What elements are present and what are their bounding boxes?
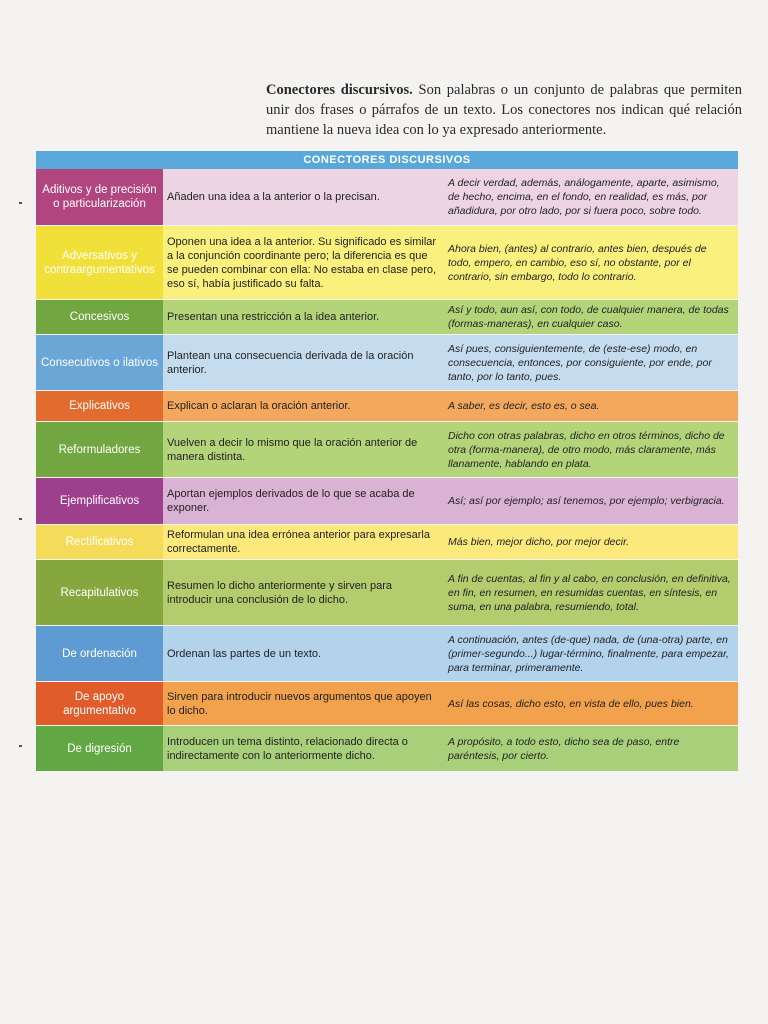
row-examples: A decir verdad, además, análogamente, aparte, asimismo, de hecho, encima, en el fondo, en realidad, es más, por añadidura, por otro lado, por si fuera poco, sobre todo. — [442, 169, 738, 225]
table-row — [36, 226, 738, 300]
connectors-table — [36, 151, 738, 772]
intro-paragraph — [266, 80, 742, 140]
table-row — [36, 300, 738, 335]
row-examples: Así las cosas, dicho esto, en vista de ello, pues bien. — [442, 682, 738, 725]
table-row — [36, 525, 738, 560]
row-description: Añaden una idea a la anterior o la precisan. — [163, 169, 442, 225]
row-examples: Dicho con otras palabras, dicho en otros términos, dicho de otra (forma-manera), de otro modo, más claramente, más llanamente, hablando en plata. — [442, 422, 738, 477]
row-category: Rectificativos — [36, 525, 163, 559]
row-examples: Ahora bien, (antes) al contrario, antes bien, después de todo, empero, en cambio, eso sí, no obstante, por el contrario, sin embargo, todo lo contrario. — [442, 226, 738, 299]
row-description: Ordenan las partes de un texto. — [163, 626, 442, 681]
row-category: De ordenación — [36, 626, 163, 681]
row-description: Presentan una restricción a la idea anterior. — [163, 300, 442, 334]
row-examples: Más bien, mejor dicho, por mejor decir. — [442, 525, 738, 559]
table-row — [36, 726, 738, 772]
table-row — [36, 335, 738, 391]
margin-mark — [19, 202, 22, 204]
row-category: Explicativos — [36, 391, 163, 421]
row-category: Aditivos y de precisión o particularización — [36, 169, 163, 225]
row-category: Consecutivos o ilativos — [36, 335, 163, 390]
table-row — [36, 478, 738, 525]
table-row — [36, 422, 738, 478]
intro-title: Conectores discursivos. — [266, 82, 413, 98]
row-category: Adversativos y contraargumentativos — [36, 226, 163, 299]
table-row — [36, 682, 738, 726]
row-examples: A continuación, antes (de-que) nada, de (una-otra) parte, en (primer-segundo...) lugar-término, finalmente, para empezar, para terminar, primeramente. — [442, 626, 738, 681]
row-description: Vuelven a decir lo mismo que la oración anterior de manera distinta. — [163, 422, 442, 477]
row-description: Explican o aclaran la oración anterior. — [163, 391, 442, 421]
row-description: Introducen un tema distinto, relacionado directa o indirectamente con lo anteriormente dicho. — [163, 726, 442, 771]
row-category: De apoyo argumentativo — [36, 682, 163, 725]
row-description: Sirven para introducir nuevos argumentos que apoyen lo dicho. — [163, 682, 442, 725]
table-row — [36, 169, 738, 226]
row-examples: A saber, es decir, esto es, o sea. — [442, 391, 738, 421]
margin-mark — [19, 745, 22, 747]
row-description: Reformulan una idea errónea anterior para expresarla correctamente. — [163, 525, 442, 559]
row-description: Oponen una idea a la anterior. Su significado es similar a la conjunción coordinante pero; la diferencia es que se pueden combinar con ella: No estaba en clase pero, eso sí, había justificado su falta. — [163, 226, 442, 299]
row-description: Plantean una consecuencia derivada de la oración anterior. — [163, 335, 442, 390]
row-category: Recapitulativos — [36, 560, 163, 625]
table-row — [36, 560, 738, 626]
row-category: Concesivos — [36, 300, 163, 334]
intro-text: Son palabras o un conjunto de palabras que permiten unir dos frases o párrafos de un texto. Los conectores nos indican qué relación mantiene la nueva idea con lo ya expresado anteriormente. — [266, 82, 742, 138]
row-category: Ejemplificativos — [36, 478, 163, 524]
row-examples: A propósito, a todo esto, dicho sea de paso, entre paréntesis, por cierto. — [442, 726, 738, 771]
row-examples: A fin de cuentas, al fin y al cabo, en conclusión, en definitiva, en fin, en resumen, en resumidas cuentas, en síntesis, en suma, en una palabra, resumiendo, total. — [442, 560, 738, 625]
row-examples: Así y todo, aun así, con todo, de cualquier manera, de todas (formas-maneras), en cualquier caso. — [442, 300, 738, 334]
row-category: De digresión — [36, 726, 163, 771]
row-examples: Así pues, consiguientemente, de (este-ese) modo, en consecuencia, entonces, por consiguiente, por ende, por tanto, por lo tanto, pues. — [442, 335, 738, 390]
row-category: Reformuladores — [36, 422, 163, 477]
table-header: CONECTORES DISCURSIVOS — [36, 151, 738, 169]
margin-mark — [19, 518, 22, 520]
row-examples: Así; así por ejemplo; así tenemos, por ejemplo; verbigracia. — [442, 478, 738, 524]
row-description: Resumen lo dicho anteriormente y sirven para introducir una conclusión de lo dicho. — [163, 560, 442, 625]
table-row — [36, 626, 738, 682]
row-description: Aportan ejemplos derivados de lo que se acaba de exponer. — [163, 478, 442, 524]
table-row — [36, 391, 738, 422]
